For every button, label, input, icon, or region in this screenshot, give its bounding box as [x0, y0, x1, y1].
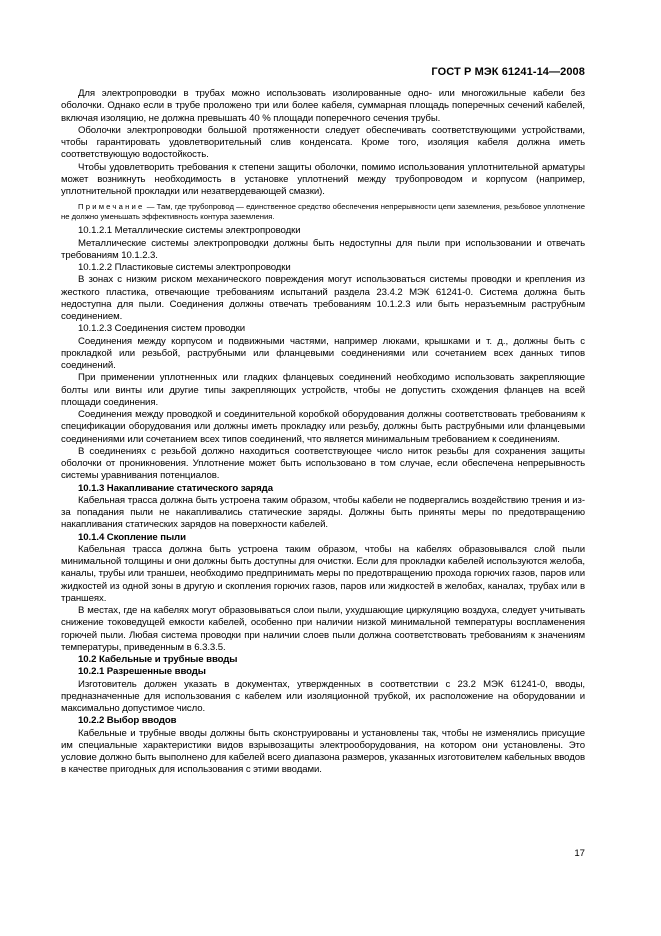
paragraph: Соединения между корпусом и подвижными частями, например люками, крышками и т. д., должны быть с прокладкой или резьбой, раструбными или фланцевыми соединениями или сочетанием всех данных типов соединений. [61, 335, 585, 372]
document-header: ГОСТ Р МЭК 61241-14—2008 [431, 66, 585, 78]
section-heading: 10.2.1 Разрешенные вводы [78, 666, 206, 678]
subsection-heading: 10.1.2.1 Металлические системы электропроводки [78, 225, 301, 237]
paragraph: Изготовитель должен указать в документах, утвержденных в соответствии с 23.2 МЭК 61241-0, вводы, предназначенные для использования с кабелем или изоляционной трубкой, их расположение на оборудовании и максимально допустимое число. [61, 678, 585, 715]
document-body [61, 88, 585, 777]
note-lead: Примечание [78, 202, 145, 212]
paragraph: В местах, где на кабелях могут образовываться слои пыли, ухудшающие циркуляцию воздуха, следует учитывать снижение токоведущей емкости кабелей, особенно при наличии низкой минимальной температуры воспламенения горючей пыли. Любая система проводки при наличии слоев пыли должна соответствовать требованиям к значениям температуры, приведенным в 6.3.3.5. [61, 605, 585, 653]
note-text: — Там, где трубопровод — единственное средство обеспечения непрерывности цепи заземления, резьбовое уплотнение не должно уменьшать эффективность контура заземления. [61, 202, 585, 221]
section-heading: 10.2.2 Выбор вводов [78, 715, 177, 727]
paragraph: В зонах с низким риском механического повреждения могут использоваться системы проводки и крепления из жесткого пластика, отвечающие требованиям испытаний раздела 23.4.2 МЭК 61241-0. Система должна быть недоступна для пыли. Соединения должны отвечать требованиям 10.1.2.3 или быть неразъемным раструбным соединением. [61, 274, 585, 323]
paragraph: Кабельные и трубные вводы должны быть сконструированы и установлены так, чтобы не изменялись присущие им специальные характеристики видов взрывозащиты электрооборудования, на котором они установлены. Это условие должно быть выполнено для кабелей всего диапазона размеров, указанных изготовителем кабельных вводов в качестве пригодных для использования с этими вводами. [61, 727, 585, 776]
section-heading: 10.1.3 Накапливание статического заряда [78, 482, 273, 494]
section-heading: 10.1.4 Скопление пыли [78, 531, 186, 543]
paragraph: При применении уплотненных или гладких фланцевых соединений необходимо использовать закрепляющие болты или винты или другие типы закрепляющих устройств, чтобы не допустить схождения фланцев на всей площади соединения. [61, 372, 585, 408]
page-number: 17 [574, 848, 585, 859]
paragraph: Кабельная трасса должна быть устроена таким образом, чтобы на кабелях образовывался слой пыли минимальной толщины и они должны быть доступны для очистки. Если для прокладки кабелей используются желоба, каналы, трубы или траншеи, необходимо предпринимать меры по предотвращению прохода горючих газов, паров или жидкостей из одной зоны в другую и скопления горючих газов, паров или жидкостей в желобах, каналах, трубах или в траншеях. [61, 543, 585, 604]
paragraph: Для электропроводки в трубах можно использовать изолированные одно- или многожильные кабели без оболочки. Однако если в трубе проложено три или более кабеля, суммарная площадь поперечных сечений кабелей, включая изоляцию, не должна превышать 40 % площади поперечного сечения трубы. [61, 88, 585, 124]
subsection-heading: 10.1.2.3 Соединения систем проводки [78, 323, 246, 335]
subsection-heading: 10.1.2.2 Пластиковые системы электропроводки [78, 262, 291, 274]
section-heading: 10.2 Кабельные и трубные вводы [78, 654, 238, 666]
note [61, 202, 585, 221]
paragraph: В соединениях с резьбой должно находиться соответствующее число ниток резьбы для сохранения защиты оболочки от проникновения. Уплотнение может быть использовано в том случае, если обеспечена непрерывность системы уравнивания потенциалов. [61, 445, 585, 482]
paragraph: Чтобы удовлетворить требования к степени защиты оболочки, помимо использования уплотнительной арматуры может возникнуть необходимость в установке уплотнений между трубопроводом и корпусом (например, уплотнительной прокладки или незатвердевающей смазки). [61, 161, 585, 197]
paragraph: Кабельная трасса должна быть устроена таким образом, чтобы кабели не подвергались воздействию трения и из-за попадания пыли не накапливались статические заряды. Должны быть приняты меры по предотвращению накапливания статических зарядов на поверхности кабелей. [61, 494, 585, 531]
paragraph: Металлические системы электропроводки должны быть недоступны для пыли при использовании и отвечать требованиям 10.1.2.3. [61, 237, 585, 261]
paragraph: Оболочки электропроводки большой протяженности следует обеспечивать соответствующими устройствами, чтобы гарантировать удовлетворительный слив конденсата. Кроме того, изоляция кабеля должна иметь соответствующую водостойкость. [61, 124, 585, 161]
paragraph: Соединения между проводкой и соединительной коробкой оборудования должны соответствовать требованиям к спецификации оборудования или должны иметь прокладку или резьбу, должны быть раструбными или фланцевыми соединениями или сочетанием всех типов соединений, что является минимальным требованием к соединениям. [61, 409, 585, 445]
